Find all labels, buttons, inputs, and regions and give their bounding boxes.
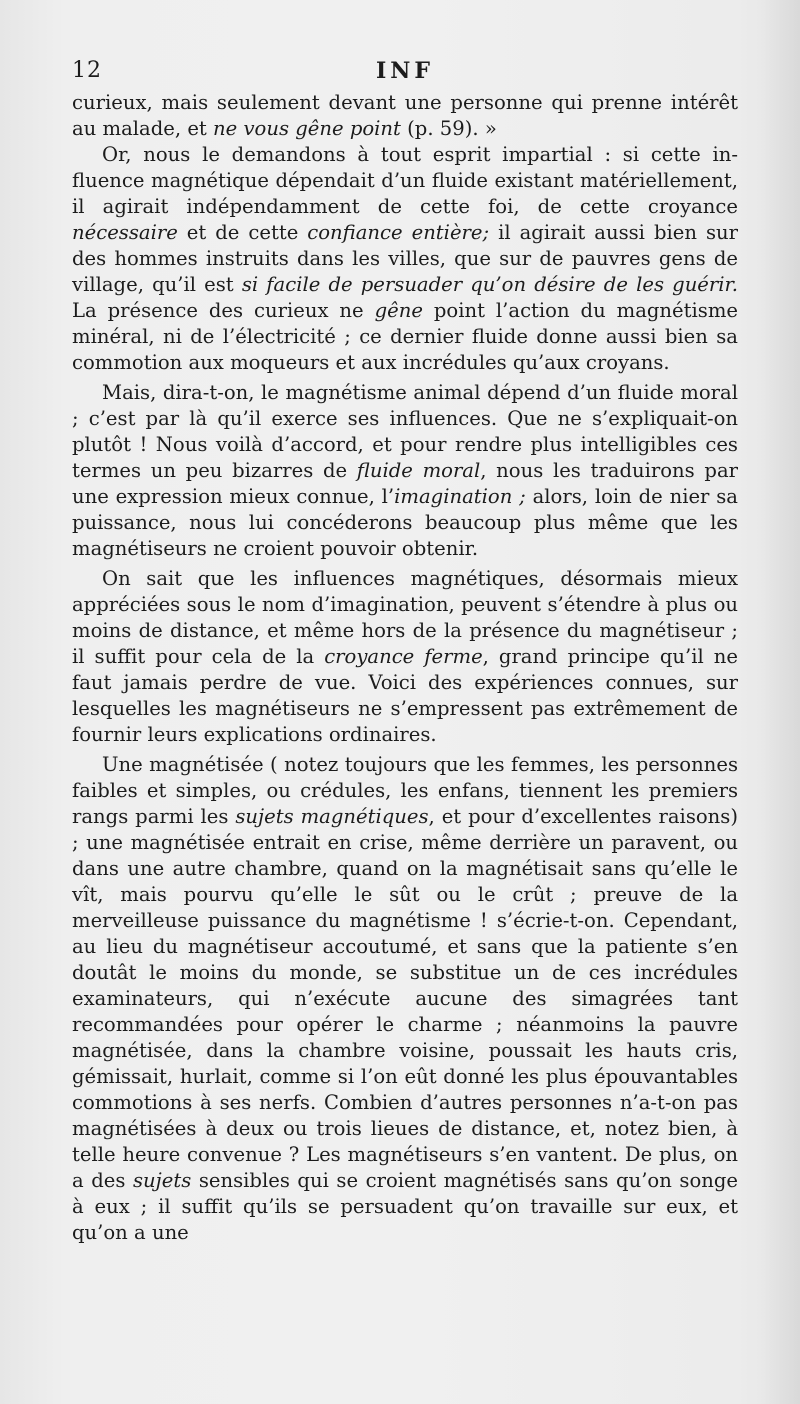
text-run: il agirait aussi bien sur des hommes instruits dans les villes, que sur de pauvres gens de village, qu’il est [72,221,738,296]
italic-text-run: imagination ; [394,485,526,508]
italic-text-run: nécessaire [72,221,178,244]
page-number: 12 [72,58,102,83]
text-run: (p. 59). » [400,117,497,140]
text-run: , grand principe qu’il ne faut jamais perdre de vue. Voici des expériences connues, sur lesquelles les magnétiseurs ne s’empressent pas extrêmement de fournir leurs explications ordinaires. [72,645,738,746]
paragraph-3 [72,380,738,562]
body-text [72,90,738,1246]
text-run: On sait que les influences magnétiques, désormais mieux appréciées sous le nom d’imagination, peuvent s’étendre à plus ou moins de distance, et même hors de la présence du magnétiseur ; il suffit pour cela de la [72,567,738,668]
italic-text-run: ne vous gêne point [213,117,401,140]
text-run: curieux, mais seulement devant une personne qui prenne intérêt au malade, et [72,91,738,140]
paragraph-1 [72,90,738,142]
text-run: Mais, dira-t-on, le magnétisme animal dépend d’un fluide moral ; c’est par là qu’il exerce ses influences. Que ne s’expliquait-on plutôt ! Nous voilà d’accord, et pour rendre plus intelligibles ces termes un peu bizarres de [72,381,738,482]
text-run: point l’action du magnétisme minéral, ni de l’électricité ; ce dernier fluide donne aussi bien sa commotion aux moqueurs et aux incrédules qu’aux croyans. [72,299,738,374]
italic-text-run: confiance entière; [307,221,490,244]
text-run: Or, nous le demandons à tout esprit impartial : si cette influence magnétique dépendait d’un fluide existant matériellement, il agirait indépendamment de cette foi, de cette croyance [72,143,738,218]
text-run: La présence des curieux ne [72,299,375,322]
page-header [72,58,738,92]
text-run: , et pour d’excellentes raisons) ; une magnétisée entrait en crise, même derrière un paravent, ou dans une autre chambre, quand on la magnétisait sans qu’elle le vît, mais pourvu qu’elle le sût ou le crût ; preuve de la merveilleuse puissance du magnétisme ! s’écrie-t-on. Cependant, au lieu du magnétiseur accoutumé, et sans que la patiente s’en doutât le moins du monde, se substitue un de ces incrédules examinateurs, qui n’exécute aucune des simagrées tant recommandées pour opérer le charme ; néanmoins la pauvre magnétisée, dans la chambre voisine, poussait les hauts cris, gémissait, hurlait, comme si l’on eût donné les plus épouvantables commotions à ses nerfs. Combien d’autres personnes n’a-t-on pas magnétisées à deux ou trois lieues de distance, et, notez bien, à telle heure convenue ? Les magnétiseurs s’en vantent. De plus, on a des [72,805,738,1192]
text-run: alors, loin de nier sa puissance, nous lui concéderons beaucoup plus même que les magnétiseurs ne croient pouvoir obtenir. [72,485,738,560]
italic-text-run: sujets magnétiques [235,805,429,828]
italic-text-run: gêne [374,299,423,322]
paragraph-5 [72,752,738,1246]
italic-text-run: si facile de persuader qu’on désire de les guérir. [241,273,738,296]
text-run: , nous les traduirons par une expression mieux connue, l’ [72,459,738,508]
paragraph-4 [72,566,738,748]
running-head: INF [375,58,435,84]
text-run: Une magnétisée ( notez toujours que les femmes, les personnes faibles et simples, ou crédules, les enfans, tiennent les premiers rangs parmi les [72,753,738,828]
paragraph-2 [72,142,738,376]
italic-text-run: fluide moral [356,459,481,482]
italic-text-run: croyance ferme [324,645,483,668]
text-run: sensibles qui se croient magnétisés sans qu’on songe à eux ; il suffit qu’ils se persuadent qu’on travaille sur eux, et qu’on a une [72,1169,738,1244]
italic-text-run: sujets [132,1169,192,1192]
text-run: et de cette [177,221,308,244]
